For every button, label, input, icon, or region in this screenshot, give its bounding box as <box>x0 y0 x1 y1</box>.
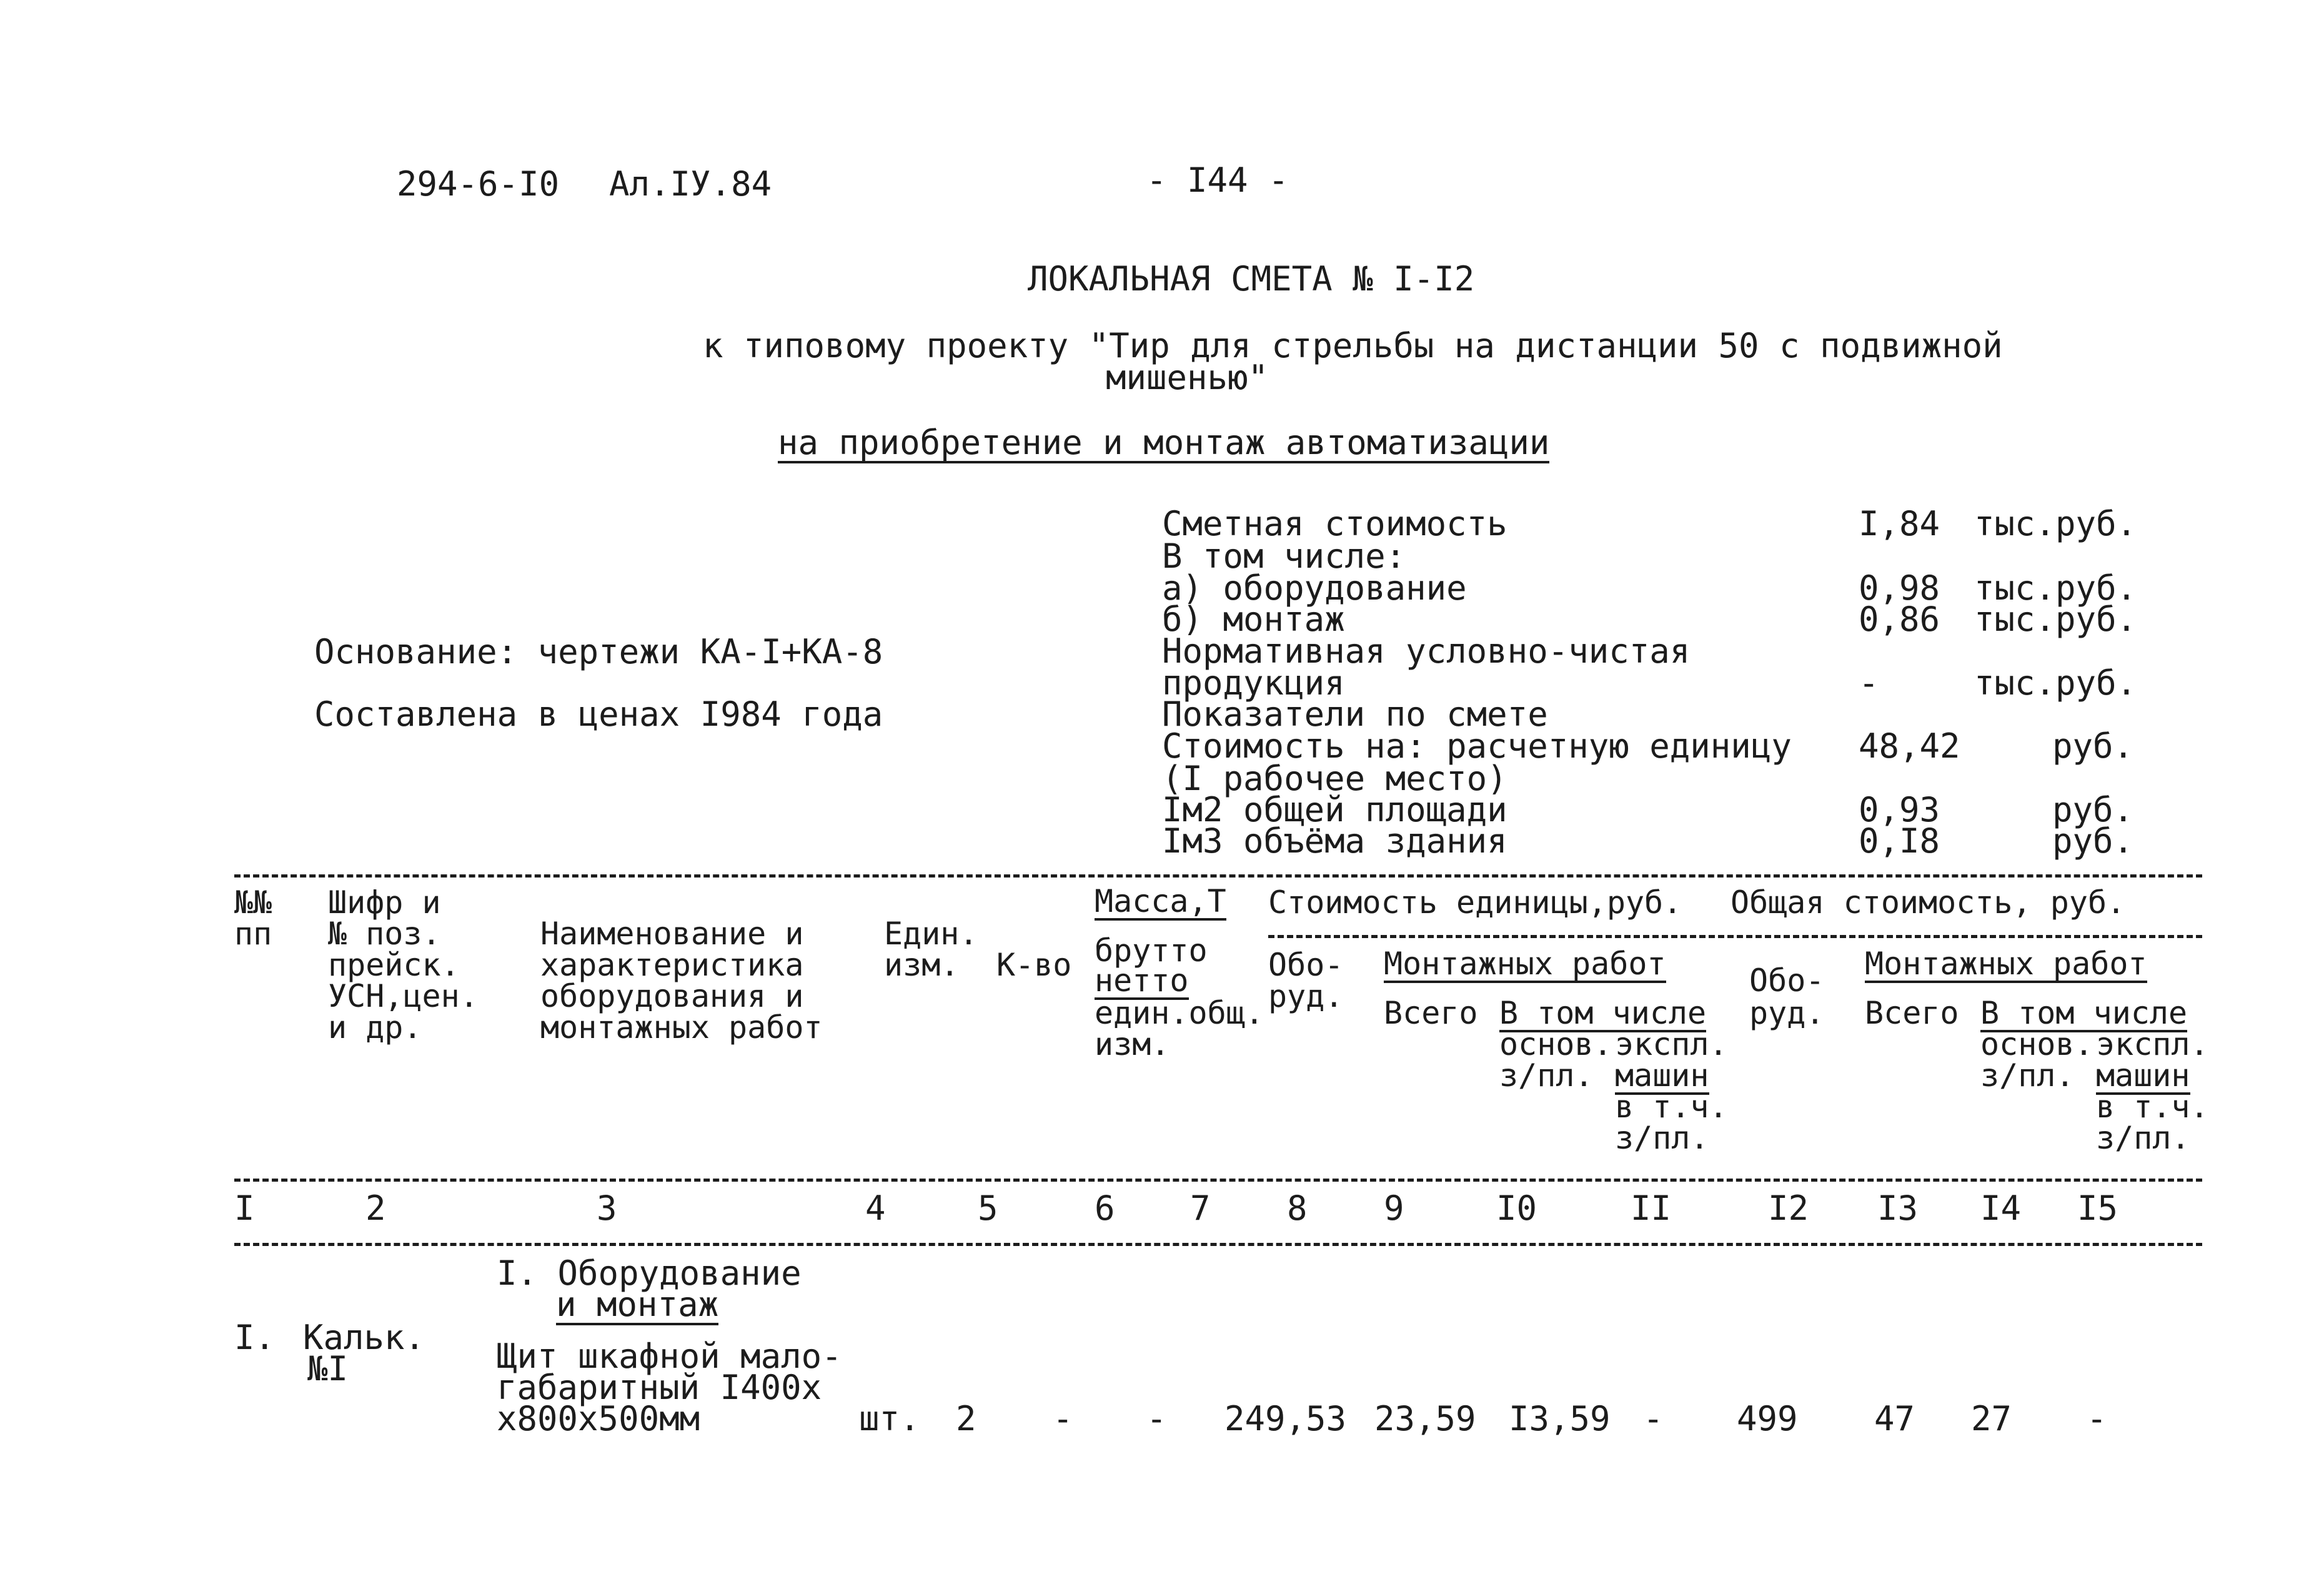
summary-value: - <box>1859 663 1879 703</box>
mass-unit-total: един.общ. <box>1095 995 1264 1031</box>
summary-label: Iм2 общей площади <box>1162 790 1507 829</box>
col2-header: № поз. <box>328 916 441 952</box>
summary-value: 48,42 <box>1859 726 1960 766</box>
col3-header: монтажных работ <box>540 1009 823 1046</box>
project-line-1: к типовому проекту "Тир для стрельбы на дистанции 50 с подвижной <box>703 326 2003 365</box>
install-total-incl: В том числе <box>1980 995 2188 1031</box>
equip-total-header: Обо- <box>1749 962 1825 999</box>
summary-unit: руб. <box>2052 726 2134 766</box>
equip-unit-header: руд. <box>1268 978 1344 1014</box>
row-basic-wage-unit: I3,59 <box>1509 1399 1611 1438</box>
summary-label: продукция <box>1162 663 1345 703</box>
album-number: Ал.IУ.84 <box>609 164 772 204</box>
summary-label: В том числе: <box>1162 536 1406 576</box>
column-number: I4 <box>1980 1189 2022 1228</box>
col4-header: Един. <box>884 916 978 952</box>
row-equipment-total: 499 <box>1737 1399 1798 1438</box>
equip-total-header: руд. <box>1749 995 1825 1031</box>
row-equipment-unit-cost: 249,53 <box>1224 1399 1347 1438</box>
row-code: №I <box>307 1349 349 1388</box>
summary-label: Показатели по смете <box>1162 695 1548 734</box>
row-installation-total: 47 <box>1874 1399 1915 1438</box>
row-mass-unit: - <box>1053 1399 1073 1438</box>
cost-group-rule <box>1268 935 2202 938</box>
machines-total: машин <box>2096 1057 2190 1094</box>
estimate-subject: на приобретение и монтаж автоматизации <box>778 423 1550 462</box>
row-description: Щит шкафной мало- <box>497 1337 842 1376</box>
row-installation-unit-total: 23,59 <box>1374 1399 1476 1438</box>
col5-header: К-во <box>996 947 1072 983</box>
basis-prices: Составлена в ценах I984 года <box>314 695 883 734</box>
row-quantity: 2 <box>956 1399 976 1438</box>
machines-total: экспл. <box>2096 1026 2209 1062</box>
summary-label: Нормативная условно-чистая <box>1162 631 1691 671</box>
column-number: I0 <box>1496 1189 1537 1228</box>
mass-gross: брутто <box>1095 932 1208 969</box>
summary-value: 0,98 <box>1859 568 1940 608</box>
column-number: I <box>234 1189 255 1228</box>
machines-unit: з/пл. <box>1615 1120 1709 1156</box>
row-machines-unit: - <box>1643 1399 1664 1438</box>
basic-wage-total: з/пл. <box>1980 1057 2075 1094</box>
basic-wage-unit: основ. <box>1499 1026 1612 1062</box>
column-number: I3 <box>1877 1189 1919 1228</box>
column-number: 7 <box>1190 1189 1211 1228</box>
mass-net: нетто <box>1095 962 1189 999</box>
basis-drawings: Основание: чертежи КА-I+КА-8 <box>314 632 883 671</box>
summary-label: а) оборудование <box>1162 568 1467 608</box>
col3-header: Наименование и <box>540 916 804 952</box>
column-number: I2 <box>1768 1189 1809 1228</box>
row-basic-wage-total: 27 <box>1971 1399 2012 1438</box>
col1-header: №№ <box>234 884 272 921</box>
row-description: габаритный I400х <box>497 1368 822 1407</box>
summary-unit: тыс.руб. <box>1974 600 2137 639</box>
column-number: 4 <box>865 1189 886 1228</box>
column-number: 9 <box>1384 1189 1404 1228</box>
summary-unit: руб. <box>2052 821 2134 861</box>
summary-label: Iм3 объёма здания <box>1162 821 1507 861</box>
estimate-title: ЛОКАЛЬНАЯ СМЕТА № I-I2 <box>1028 259 1475 299</box>
row-code: Кальк. <box>303 1318 425 1357</box>
column-number: 8 <box>1287 1189 1308 1228</box>
machines-total: в т.ч. <box>2096 1089 2209 1125</box>
column-number: 5 <box>978 1189 998 1228</box>
summary-unit: руб. <box>2052 790 2134 829</box>
row-mass-total: - <box>1146 1399 1167 1438</box>
summary-label: (I рабочее место) <box>1162 759 1507 798</box>
row-number: I. <box>234 1318 276 1357</box>
column-number: 3 <box>597 1189 617 1228</box>
column-number: 2 <box>365 1189 386 1228</box>
col2-header: прейск. <box>328 947 460 983</box>
column-number: 6 <box>1095 1189 1115 1228</box>
mass-header: Масса,Т <box>1095 883 1226 919</box>
unit-cost-header: Стоимость единицы,руб. <box>1268 884 1682 921</box>
mass-measure: изм. <box>1095 1026 1170 1062</box>
summary-value: 0,93 <box>1859 790 1940 829</box>
summary-value: 0,86 <box>1859 600 1940 639</box>
machines-total: з/пл. <box>2096 1120 2190 1156</box>
column-number: I5 <box>2077 1189 2118 1228</box>
column-number: II <box>1631 1189 1672 1228</box>
install-total-total: Всего <box>1865 995 1959 1031</box>
page-number: - I44 - <box>1146 161 1289 200</box>
summary-value: I,84 <box>1859 504 1940 543</box>
summary-unit: тыс.руб. <box>1974 568 2137 608</box>
header-bottom-rule <box>234 1179 2202 1182</box>
col3-header: оборудования и <box>540 978 804 1014</box>
col1-header: пп <box>234 916 272 952</box>
install-unit-incl: В том числе <box>1499 995 1707 1031</box>
document-code: 294-6-I0 <box>397 164 560 204</box>
col4-header: изм. <box>884 947 960 983</box>
summary-value: 0,I8 <box>1859 821 1940 861</box>
machines-unit: машин <box>1615 1057 1709 1094</box>
equip-unit-header: Обо- <box>1268 947 1344 983</box>
summary-unit: тыс.руб. <box>1974 504 2137 543</box>
summary-label: б) монтаж <box>1162 600 1345 639</box>
summary-unit: тыс.руб. <box>1974 663 2137 703</box>
col3-header: характеристика <box>540 947 804 983</box>
table-top-rule <box>234 874 2202 878</box>
col2-header: и др. <box>328 1009 422 1046</box>
install-total-header: Монтажных работ <box>1865 946 2147 982</box>
basic-wage-unit: з/пл. <box>1499 1057 1594 1094</box>
machines-unit: в т.ч. <box>1615 1089 1728 1125</box>
summary-label: Стоимость на: расчетную единицу <box>1162 726 1792 766</box>
project-line-2: мишенью" <box>1106 358 1269 397</box>
install-unit-total: Всего <box>1384 995 1478 1031</box>
summary-label: Сметная стоимость <box>1162 504 1507 543</box>
machines-unit: экспл. <box>1615 1026 1728 1062</box>
row-machines-total: - <box>2087 1399 2107 1438</box>
section-title: и монтаж <box>556 1285 719 1324</box>
install-unit-header: Монтажных работ <box>1384 946 1666 982</box>
col2-header: УСН,цен. <box>328 978 479 1014</box>
column-numbers-rule <box>234 1243 2202 1246</box>
row-unit: шт. <box>859 1399 920 1438</box>
row-description: х800х500мм <box>497 1399 700 1438</box>
basic-wage-total: основ. <box>1980 1026 2093 1062</box>
total-cost-header: Общая стоимость, руб. <box>1731 884 2126 921</box>
section-title: I. Оборудование <box>497 1253 802 1293</box>
col2-header: Шифр и <box>328 884 441 921</box>
